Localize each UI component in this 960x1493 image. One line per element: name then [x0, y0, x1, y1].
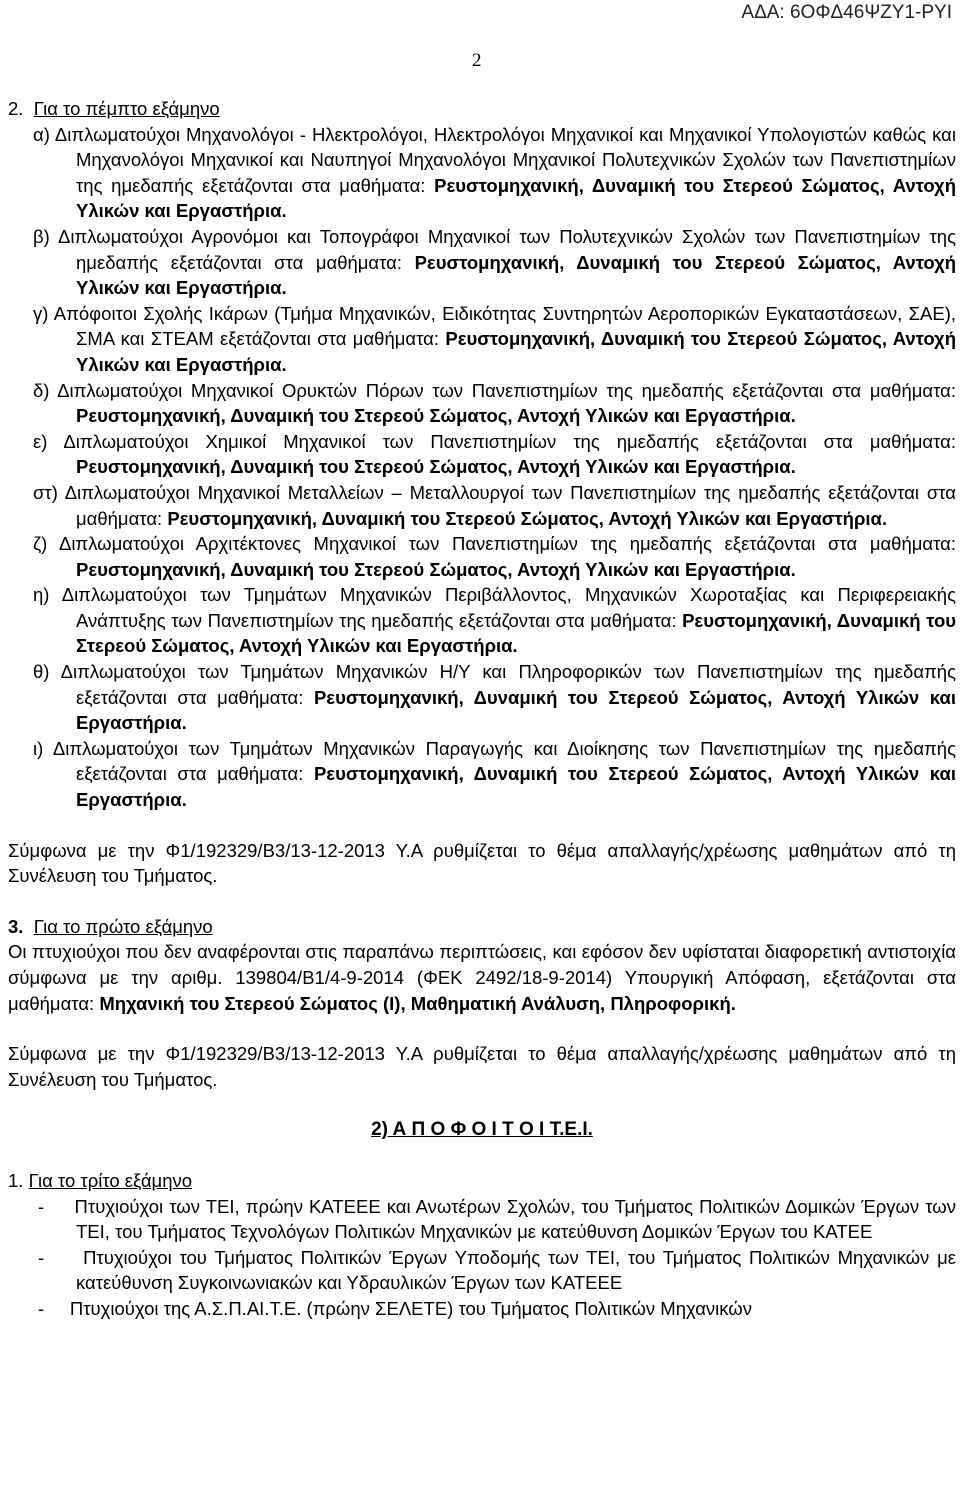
- section-3-text: [8, 939, 956, 1016]
- bullet-item: - Πτυχιούχοι των ΤΕΙ, πρώην ΚΑΤΕΕΕ και Ανωτέρων Σχολών, του Τμήματος Πολιτικών Δομικών Έργων των ΤΕΙ, του Τμήματος Τεχνολόγων Πολιτικών Μηχανικών με κατεύθυνση Δομικών Έργων του ΚΑΤΕΕ: [38, 1195, 956, 1243]
- section-3-heading: [8, 914, 956, 940]
- section-3-body: Οι πτυχιούχοι που δεν αναφέρονται στις παραπάνω περιπτώσεις, και εφόσον δεν υφίσταται διαφορετική αντιστοιχία σύμφωνα με την αριθμ. 139804/Β1/4-9-2014 (ΦΕΚ 2492/18-9-2014) Υπουργική Απόφαση, εξετάζονται στα μαθήματα:: [8, 941, 956, 1014]
- part-2-title-text: 2) Α Π Ο Φ Ο Ι Τ Ο Ι Τ.Ε.Ι.: [371, 1119, 593, 1141]
- list-item-courses: Ρευστομηχανική, Δυναμική του Στερεού Σώματος, Αντοχή Υλικών και Εργαστήρια.: [76, 456, 796, 478]
- subsection-heading: [8, 1168, 956, 1194]
- subsection-title: Για το τρίτο εξάμηνο: [28, 1169, 193, 1191]
- list-item: [8, 224, 956, 301]
- part-2-title: [8, 1117, 956, 1143]
- section-3-title: Για το πρώτο εξάμηνο: [33, 915, 213, 937]
- list-item-text: Διπλωματούχοι Μηχανικοί Ορυκτών Πόρων των Πανεπιστημίων της ημεδαπής εξετάζονται στα μαθήματα:: [57, 379, 956, 401]
- list-item-label: ζ): [33, 533, 48, 555]
- bullet-text: Πτυχιούχοι του Τμήματος Πολιτικών Έργων Υποδομής των ΤΕΙ, του Τμήματος Πολιτικών Μηχανικών με κατεύθυνση Συγκοινωνιακών και Υδραυλικών Έργων των ΚΑΤΕΕΕ: [76, 1246, 956, 1294]
- list-item-courses: Ρευστομηχανική, Δυναμική του Στερεού Σώματος, Αντοχή Υλικών και Εργαστήρια.: [76, 328, 956, 375]
- bullet-list: [8, 1194, 956, 1322]
- list-item: [8, 659, 956, 736]
- bullet-item: - Πτυχιούχοι του Τμήματος Πολιτικών Έργων Υποδομής των ΤΕΙ, του Τμήματος Πολιτικών Μηχανικών με κατεύθυνση Συγκοινωνιακών και Υδραυλικών Έργων των ΚΑΤΕΕΕ: [38, 1246, 956, 1294]
- list-item-text: Διπλωματούχοι Μηχανικοί Μεταλλείων – Μεταλλουργοί των Πανεπιστημίων της ημεδαπής εξετάζονται στα μαθήματα:: [64, 481, 956, 529]
- list-item: [8, 429, 956, 480]
- list-item-label: γ): [33, 302, 49, 324]
- list-item-text: Απόφοιτοι Σχολής Ικάρων (Τμήμα Μηχανικών, Ειδικότητας Συντηρητών Αεροπορικών Εγκαταστάσεων, ΣΑΕ), ΣΜΑ και ΣΤΕΑΜ εξετάζονται στα μαθήματα:: [53, 302, 957, 350]
- list-item-courses: Ρευστομηχανική, Δυναμική του Στερεού Σώματος, Αντοχή Υλικών και Εργαστήρια.: [76, 686, 957, 734]
- list-item-courses: Ρευστομηχανική, Δυναμική του Στερεού Σώματος, Αντοχή Υλικών και Εργαστήρια.: [76, 609, 957, 657]
- bullet-item: - Πτυχιούχοι της Α.Σ.Π.ΑΙ.Τ.Ε. (πρώην ΣΕΛΕΤΕ) του Τμήματος Πολιτικών Μηχανικών: [38, 1297, 752, 1319]
- list-item-text: Διπλωματούχοι Αρχιτέκτονες Μηχανικοί των Πανεπιστημίων της ημεδαπής εξετάζονται στα μαθήματα:: [58, 533, 956, 555]
- section-2-note: Σύμφωνα με την Φ1/192329/Β3/13-12-2013 Υ.Α ρυθμίζεται το θέμα απαλλαγής/χρέωσης μαθημάτων από τη Συνέλευση του Τμήματος.: [8, 839, 956, 887]
- section-2-number: 2.: [8, 98, 24, 119]
- list-item: [8, 582, 956, 659]
- section-3-note: Σύμφωνα με την Φ1/192329/Β3/13-12-2013 Υ.Α ρυθμίζεται το θέμα απαλλαγής/χρέωσης μαθημάτων από τη Συνέλευση του Τμήματος.: [8, 1043, 956, 1090]
- page-number: 2: [472, 50, 482, 71]
- document-body: [8, 96, 956, 1322]
- section-2-title: Για το πέμπτο εξάμηνο: [33, 98, 220, 119]
- section-3-courses: Μηχανική του Στερεού Σώματος (Ι), Μαθηματική Ανάλυση, Πληροφορική.: [99, 992, 736, 1014]
- list-item: [8, 122, 956, 224]
- list-item-courses: Ρευστομηχανική, Δυναμική του Στερεού Σώματος, Αντοχή Υλικών και Εργαστήρια.: [76, 405, 796, 427]
- list-item-courses: Ρευστομηχανική, Δυναμική του Στερεού Σώματος, Αντοχή Υλικών και Εργαστήρια.: [167, 507, 888, 529]
- list-item-courses: Ρευστομηχανική, Δυναμική του Στερεού Σώματος, Αντοχή Υλικών και Εργαστήρια.: [76, 174, 956, 222]
- list-item-label: θ): [33, 661, 50, 683]
- list-item: [8, 736, 956, 813]
- list-item-text: Διπλωματούχοι των Τμημάτων Μηχανικών Η/Υ και Πληροφορικών των Πανεπιστημίων της ημεδαπής εξετάζονται στα μαθήματα:: [60, 661, 956, 708]
- list-item-courses: Ρευστομηχανική, Δυναμική του Στερεού Σώματος, Αντοχή Υλικών και Εργαστήρια.: [76, 558, 796, 580]
- list-item-courses: Ρευστομηχανική, Δυναμική του Στερεού Σώματος, Αντοχή Υλικών και Εργαστήρια.: [76, 251, 957, 299]
- list-item-text: Διπλωματούχοι των Τμημάτων Μηχανικών Περιβάλλοντος, Μηχανικών Χωροταξίας και Περιφερειακής Ανάπτυξης των Πανεπιστημίων της ημεδαπής εξετάζονται στα μαθήματα:: [61, 584, 956, 631]
- list-item-label: δ): [33, 379, 50, 401]
- list-item-label: η): [33, 584, 50, 606]
- list-item-courses: Ρευστομηχανική, Δυναμική του Στερεού Σώματος, Αντοχή Υλικών και Εργαστήρια.: [76, 763, 957, 811]
- list-item-text: Διπλωματούχοι Αγρονόμοι και Τοπογράφοι Μηχανικοί των Πολυτεχνικών Σχολών των Πανεπιστημίων της ημεδαπής εξετάζονται στα μαθήματα:: [57, 225, 956, 273]
- list-item-text: Διπλωματούχοι Μηχανολόγοι - Ηλεκτρολόγοι, Ηλεκτρολόγοι Μηχανικοί και Μηχανικοί Υπολογιστών καθώς και Μηχανολόγοι Μηχανικοί και Ναυπηγοί Μηχανολόγοι Μηχανικοί Πολυτεχνικών Σχολών των Πανεπιστημίων της ημεδαπής εξετάζονται στα μαθήματα:: [54, 123, 956, 196]
- list-item: [8, 301, 956, 378]
- list-item-label: β): [33, 225, 50, 247]
- list-item-label: ε): [33, 430, 48, 452]
- list-item: [8, 480, 956, 531]
- list-item-text: Διπλωματούχοι Χημικοί Μηχανικοί των Πανεπιστημίων της ημεδαπής εξετάζονται στα μαθήματα:: [63, 430, 956, 452]
- bullet-text: Πτυχιούχοι των ΤΕΙ, πρώην ΚΑΤΕΕΕ και Ανωτέρων Σχολών, του Τμήματος Πολιτικών Δομικών Έργων των ΤΕΙ, του Τμήματος Τεχνολόγων Πολιτικών Μηχανικών με κατεύθυνση Δομικών Έργων του ΚΑΤΕΕ: [74, 1195, 956, 1243]
- bullet-text: Πτυχιούχοι της Α.Σ.Π.ΑΙ.Τ.Ε. (πρώην ΣΕΛΕΤΕ) του Τμήματος Πολιτικών Μηχανικών: [69, 1297, 752, 1319]
- section-2-heading: [8, 96, 956, 122]
- list-item-label: α): [33, 123, 50, 145]
- list-item-label: ι): [33, 737, 44, 759]
- section-3-number: 3.: [8, 915, 24, 937]
- list-item: [8, 378, 956, 429]
- list-item: [8, 531, 956, 582]
- subsection-number: 1.: [8, 1169, 24, 1191]
- list-item-text: Διπλωματούχοι των Τμημάτων Μηχανικών Παραγωγής και Διοίκησης των Πανεπιστημίων της ημεδαπής εξετάζονται στα μαθήματα:: [52, 737, 956, 785]
- list-item-label: στ): [33, 481, 58, 503]
- section-2-items: [8, 122, 956, 813]
- ada-code: ΑΔΑ: 6ΟΦΔ46ΨΖΥ1-ΡΥΙ: [741, 2, 952, 23]
